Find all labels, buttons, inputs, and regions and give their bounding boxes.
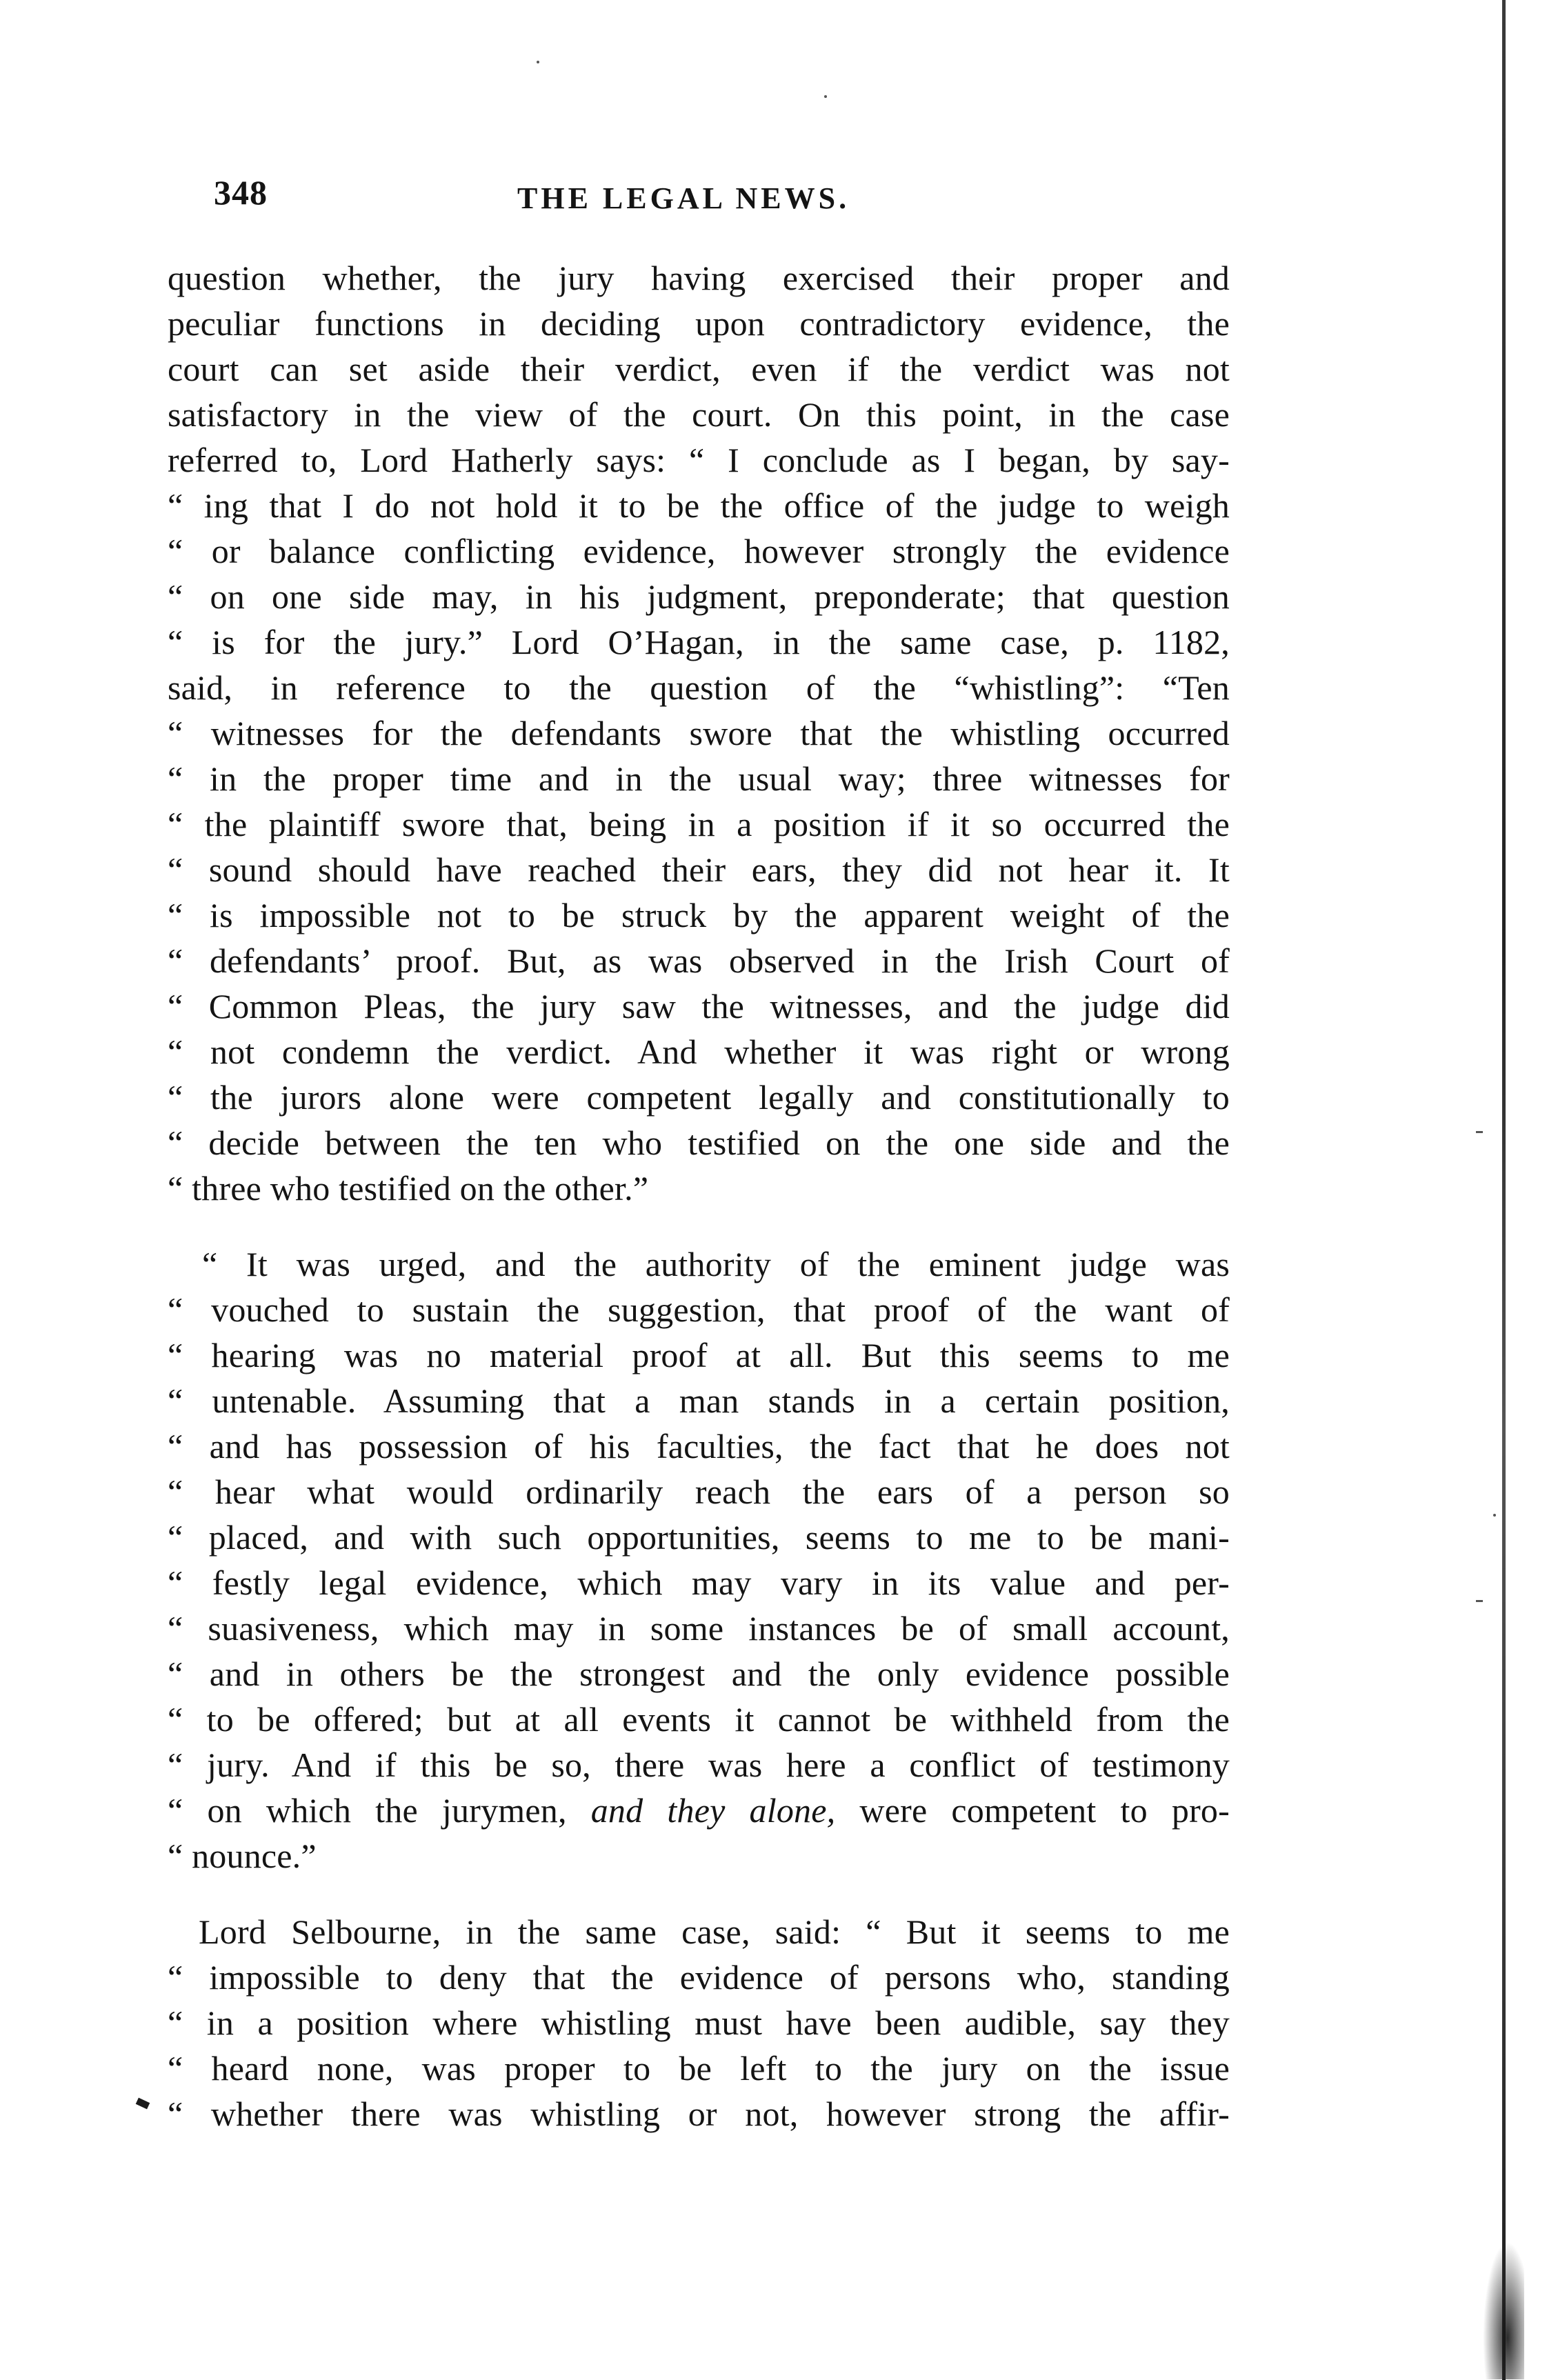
text-line: “ defendants’ proof. But, as was observed in the Irish Court of: [168, 941, 1230, 980]
text-line: question whether, the jury having exercised their proper and: [168, 259, 1230, 297]
text-line: “ on one side may, in his judgment, preponderate; that question: [168, 577, 1230, 616]
text-line: “ three who testified on the other.”: [168, 1169, 649, 1208]
text-line: “ ing that I do not hold it to be the office of the judge to weigh: [168, 486, 1230, 525]
text-line: “ not condemn the verdict. And whether it was right or wrong: [168, 1032, 1230, 1071]
dust-speck: [824, 95, 827, 98]
text-line: “ nounce.”: [168, 1837, 317, 1875]
running-title: THE LEGAL NEWS.: [517, 181, 850, 215]
body-text: [168, 255, 1230, 2137]
text-line: “ placed, and with such opportunities, seems to me to be mani-: [168, 1518, 1230, 1557]
text-line: “ the jurors alone were competent legally and constitutionally to: [168, 1078, 1230, 1117]
text-segment: were competent to pro-: [835, 1791, 1230, 1830]
text-segment: “ on which the jurymen,: [168, 1791, 591, 1830]
text-line: “ Common Pleas, the jury saw the witnesses, and the judge did: [168, 987, 1230, 1026]
text-line: “ untenable. Assuming that a man stands in a certain position,: [168, 1381, 1230, 1420]
text-line: “ is for the jury.” Lord O’Hagan, in the same case, p. 1182,: [168, 623, 1230, 661]
text-line: “ hearing was no material proof at all. But this seems to me: [168, 1336, 1230, 1374]
scan-edge-line: [1502, 0, 1506, 2380]
scan-edge-smudge: [1483, 2241, 1524, 2379]
text-line: “ suasiveness, which may in some instances be of small account,: [168, 1609, 1230, 1648]
text-line: “ witnesses for the defendants swore that the whistling occurred: [168, 714, 1230, 752]
text-line: satisfactory in the view of the court. On this point, in the case: [168, 395, 1230, 434]
text-line: Lord Selbourne, in the same case, said: “ But it seems to me: [199, 1912, 1230, 1951]
paragraph-3: [168, 1909, 1230, 2137]
text-line: “ festly legal evidence, which may vary in its value and per-: [168, 1563, 1230, 1602]
text-line: “ hear what would ordinarily reach the ears of a person so: [168, 1472, 1230, 1511]
dust-speck: [1493, 1514, 1496, 1517]
paragraph-1: [168, 255, 1230, 1211]
text-line: “ is impossible not to be struck by the apparent weight of the: [168, 896, 1230, 934]
page-number: 348: [214, 173, 268, 212]
italic-emphasis: and they alone,: [590, 1791, 836, 1830]
text-line: “ in a position where whistling must have been audible, say they: [168, 2003, 1230, 2042]
scan-edge-tick: [1476, 1131, 1483, 1133]
text-line-with-italic: [168, 1788, 1230, 1833]
text-line: “ sound should have reached their ears, they did not hear it. It: [168, 850, 1230, 889]
text-line: “ whether there was whistling or not, however strong the affir-: [168, 2094, 1230, 2133]
text-line: “ decide between the ten who testified on the one side and the: [168, 1123, 1230, 1162]
text-line: “ jury. And if this be so, there was here a conflict of testimony: [168, 1746, 1230, 1784]
text-line: peculiar functions in deciding upon contradictory evidence, the: [168, 304, 1230, 343]
text-line: “ It was urged, and the authority of the eminent judge was: [202, 1245, 1230, 1283]
scan-edge-tick: [1476, 1600, 1483, 1602]
text-line: court can set aside their verdict, even if the verdict was not: [168, 350, 1230, 388]
text-line: “ and in others be the strongest and the only evidence possible: [168, 1654, 1230, 1693]
text-line: “ vouched to sustain the suggestion, that proof of the want of: [168, 1290, 1230, 1329]
text-line: referred to, Lord Hatherly says: “ I conclude as I began, by say-: [168, 441, 1230, 479]
text-line: “ to be offered; but at all events it cannot be withheld from the: [168, 1700, 1230, 1739]
text-line: “ or balance conflicting evidence, however strongly the evidence: [168, 532, 1230, 570]
text-line: “ in the proper time and in the usual way; three witnesses for: [168, 759, 1230, 798]
margin-mark: [136, 2098, 150, 2110]
text-line: “ and has possession of his faculties, the fact that he does not: [168, 1427, 1230, 1466]
text-line: said, in reference to the question of the “whistling”: “Ten: [168, 668, 1230, 707]
dust-speck: [537, 61, 539, 63]
text-line: “ the plaintiff swore that, being in a position if it so occurred the: [168, 805, 1230, 843]
paragraph-2: [168, 1241, 1230, 1879]
text-line: “ heard none, was proper to be left to the jury on the issue: [168, 2049, 1230, 2088]
text-line: “ impossible to deny that the evidence of persons who, standing: [168, 1958, 1230, 1997]
